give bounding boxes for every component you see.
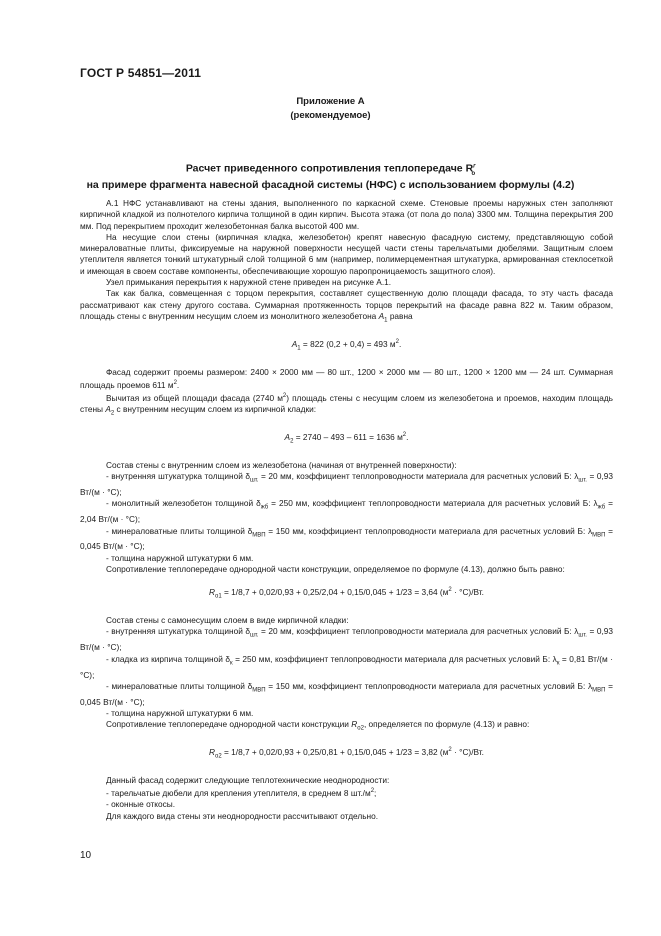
w2-i2b: = 250 мм, коэффициент теплопроводности материала для расчетных условий Б: λ xyxy=(232,653,557,664)
paragraph-facade-system: На несущие слои стены (кирпичная кладка, железобетон) крепят навесную фасадную систему, представляющую собой минераловатные плиты, фиксируемые на наружной поверхности несущей части стены тарельчатыми дюбелями. Защитным слоем утеплителя является тонкий штукатурный слой толщиной 6 мм (например, полимерцементная штукатурка, армированная стеклосеткой и имеющая в своем составе компоненты, обеспечивающие хорошую паропроницаемость защитного слоя). xyxy=(80,231,613,276)
w2-res-var: R xyxy=(351,719,358,730)
document-body xyxy=(80,198,613,822)
formula-a2-end: . xyxy=(406,431,409,442)
w2-i2-sub: к xyxy=(229,660,233,667)
tail-heterogeneities: Данный фасад содержит следующие теплотехнические неоднородности: xyxy=(106,775,390,786)
wall1-item-outer-plaster: - толщина наружной штукатурки 6 мм. xyxy=(106,552,254,563)
formula-a1 xyxy=(80,337,613,355)
w1-i1a: - внутренняя штукатурка толщиной δ xyxy=(106,471,250,482)
appendix-note: (рекомендуемое) xyxy=(290,110,371,121)
w2-i1c: = 0,93 Вт/(м · °С); xyxy=(80,626,614,653)
w2-i1-sub: шт. xyxy=(249,633,259,640)
paragraph-a1: А.1 НФС устанавливают на стены здания, выполненного по каркасной схеме. Стеновые проемы наружных стен заполняют кирпичной кладкой из полнотелого кирпича толщиной в один кирпич. Высота этажа (от пола до пола) 3300 мм. Толщина перекрытия 200 мм. Под перекрытием проходит железобетонная балка высотой 400 мм. xyxy=(80,198,613,231)
wall1-resistance-text: Сопротивление теплопередаче однородной части конструкции, определяемое по формуле (4.13), должно быть равно: xyxy=(106,564,565,575)
ro1-sub: о1 xyxy=(215,593,222,600)
ro1-sup: 2 xyxy=(448,587,452,594)
w2-i1-sub2: шт. xyxy=(578,633,587,640)
w1-i3-sub: МВП xyxy=(252,532,266,539)
ro2-sub: о2 xyxy=(215,753,222,760)
paragraph-figure-ref: Узел примыкания перекрытия к наружной стене приведен на рисунке А.1. xyxy=(106,277,392,288)
w2-res-b: , определяется по формуле (4.13) и равно: xyxy=(363,719,530,730)
subtract-var: A xyxy=(105,404,111,415)
subtract-text-b: ) площадь стены с несущим слоем из железобетона и проемов, находим площадь стены xyxy=(80,392,613,415)
title-sub: о xyxy=(471,170,476,177)
wall1-item-mineral-wool xyxy=(80,526,613,553)
w2-i1a: - внутренняя штукатурка толщиной δ xyxy=(106,626,250,637)
beam-sub: 1 xyxy=(384,317,388,324)
paragraph-subtract xyxy=(80,391,613,420)
formula-a1-sup: 2 xyxy=(395,338,399,345)
w1-i2a: - монолитный железобетон толщиной δ xyxy=(106,498,261,509)
beam-text: Так как балка, совмещенная с торцом перекрытия, составляет существенную долю площади фасада, то эту часть фасада рассматривают как стену другого состава. Суммарная протяженность торцов перекрытий на фасаде равна 822 м. Таким образом, площадь стены с внутренним несущим слоем из монолитного железобетона xyxy=(80,288,613,321)
subtract-text-a: Вычитая из общей площади фасада (2740 м xyxy=(106,392,283,403)
w2-i3b: = 150 мм, коэффициент теплопроводности материала для расчетных условий Б: λ xyxy=(265,680,593,691)
tail-dowels-sup: 2 xyxy=(370,788,375,795)
wall2-item-brick xyxy=(80,654,613,681)
wall2-item-mineral-wool xyxy=(80,681,613,708)
tail-dowels xyxy=(80,786,613,799)
paragraph-beam xyxy=(80,288,613,327)
page-number: 10 xyxy=(80,850,92,861)
w2-i2-sub2: к xyxy=(556,660,560,667)
w1-i2b: = 250 мм, коэффициент теплопроводности материала для расчетных условий Б: λ xyxy=(268,498,598,509)
wall2-item-plaster xyxy=(80,626,613,653)
w2-i1b: = 20 мм, коэффициент теплопроводности материала для расчетных условий Б: λ xyxy=(258,626,579,637)
ro2-end: · °С)/Вт. xyxy=(451,747,484,758)
w1-i3a: - минераловатные плиты толщиной δ xyxy=(106,525,253,536)
w1-i1b: = 20 мм, коэффициент теплопроводности материала для расчетных условий Б: λ xyxy=(258,471,579,482)
ro2-var: R xyxy=(209,747,216,758)
section-title-line-2: на примере фрагмента навесной фасадной системы (НФС) с использованием формулы (4.2) xyxy=(86,179,575,191)
w2-i2a: - кладка из кирпича толщиной δ xyxy=(106,653,230,664)
w2-res-a: Сопротивление теплопередаче однородной части конструкции xyxy=(106,719,349,730)
appendix-label: Приложение А xyxy=(296,96,365,107)
paragraph-openings xyxy=(80,367,613,391)
formula-a1-end: . xyxy=(398,338,402,349)
title-text: Расчет приведенного сопротивления теплопередаче R xyxy=(185,162,474,175)
w2-i2c: = 0,81 Вт/(м · °С); xyxy=(80,653,613,680)
w1-i1c: = 0,93 Вт/(м · °С); xyxy=(80,471,614,497)
w1-i2-sub: жб xyxy=(260,504,269,511)
openings-text: Фасад содержит проемы размером: 2400 × 2000 мм — 80 шт., 1200 × 2000 мм — 80 шт., 1200 × 1200 мм — 24 шт. Суммарная площадь проемов 611 м xyxy=(80,366,613,390)
standard-header: ГОСТ Р 54851—2011 xyxy=(80,66,202,80)
wall2-intro: Состав стены с самонесущим слоем в виде кирпичной кладки: xyxy=(106,615,349,626)
w1-i1-sub2: шт. xyxy=(578,477,587,484)
ro1-var: R xyxy=(209,587,216,598)
ro1-end: · °С)/Вт. xyxy=(451,587,484,598)
formula-a2-sup: 2 xyxy=(402,432,407,439)
beam-end: равна xyxy=(387,310,413,321)
w1-i2-sub2: жб xyxy=(597,504,606,511)
w2-res-sub: о2 xyxy=(357,726,364,733)
w2-i3a: - минераловатные плиты толщиной δ xyxy=(106,680,253,691)
ro2-rhs: = 1/8,7 + 0,02/0,93 + 0,25/0,81 + 0,15/0,045 + 1/23 = 3,82 (м xyxy=(221,747,449,758)
w2-i3c: = 0,045 Вт/(м · °С); xyxy=(80,680,614,707)
w1-i3c: = 0,045 Вт/(м · °С); xyxy=(80,525,614,552)
tail-separately: Для каждого вида стены эти неоднородности рассчитывают отдельно. xyxy=(106,810,379,821)
ro2-sup: 2 xyxy=(448,747,452,754)
w1-i1-sub: шт. xyxy=(249,477,259,484)
formula-a2-var: A xyxy=(284,431,291,442)
wall1-item-plaster xyxy=(80,471,613,498)
openings-end: . xyxy=(176,379,180,390)
formula-ro2 xyxy=(80,745,613,763)
w1-i3-sub2: МВП xyxy=(592,532,606,539)
ro1-rhs: = 1/8,7 + 0,02/0,93 + 0,25/2,04 + 0,15/0,045 + 1/23 = 3,64 (м xyxy=(221,587,449,598)
tail-dowels-end: ; xyxy=(374,788,377,799)
wall2-resistance-text xyxy=(80,719,613,735)
tail-window-reveals: - оконные откосы. xyxy=(106,799,176,810)
formula-a1-rhs: = 822 (0,2 + 0,4) = 493 м xyxy=(300,338,396,349)
w2-i3-sub2: МВП xyxy=(592,687,606,694)
subtract-text-c: с внутренним несущим слоем из кирпичной кладки: xyxy=(114,404,317,415)
title-sup: r xyxy=(473,163,476,169)
w2-i3-sub: МВП xyxy=(252,687,266,694)
formula-a2 xyxy=(80,430,613,448)
wall1-intro: Состав стены с внутренним слоем из железобетона (начиная от внутренней поверхности): xyxy=(106,459,457,470)
beam-var: A xyxy=(378,310,385,321)
w1-i2c: = 2,04 Вт/(м · °С); xyxy=(80,498,613,525)
formula-a2-sub: 2 xyxy=(290,438,294,445)
w1-i3b: = 150 мм, коэффициент теплопроводности материала для расчетных условий Б: λ xyxy=(265,525,593,536)
formula-a1-sub: 1 xyxy=(297,345,301,352)
wall2-item-outer-plaster: - толщина наружной штукатурки 6 мм. xyxy=(106,708,254,719)
formula-ro1 xyxy=(80,585,613,603)
wall1-item-concrete xyxy=(80,498,613,525)
subtract-sub: 2 xyxy=(110,410,115,417)
formula-a1-var: A xyxy=(291,338,298,349)
formula-a2-rhs: = 2740 – 493 – 611 = 1636 м xyxy=(293,431,403,442)
tail-dowels-text: - тарельчатые дюбели для крепления утеплителя, в среднем 8 шт./м xyxy=(106,788,371,799)
openings-sup: 2 xyxy=(173,379,177,386)
subtract-sup: 2 xyxy=(282,393,287,399)
